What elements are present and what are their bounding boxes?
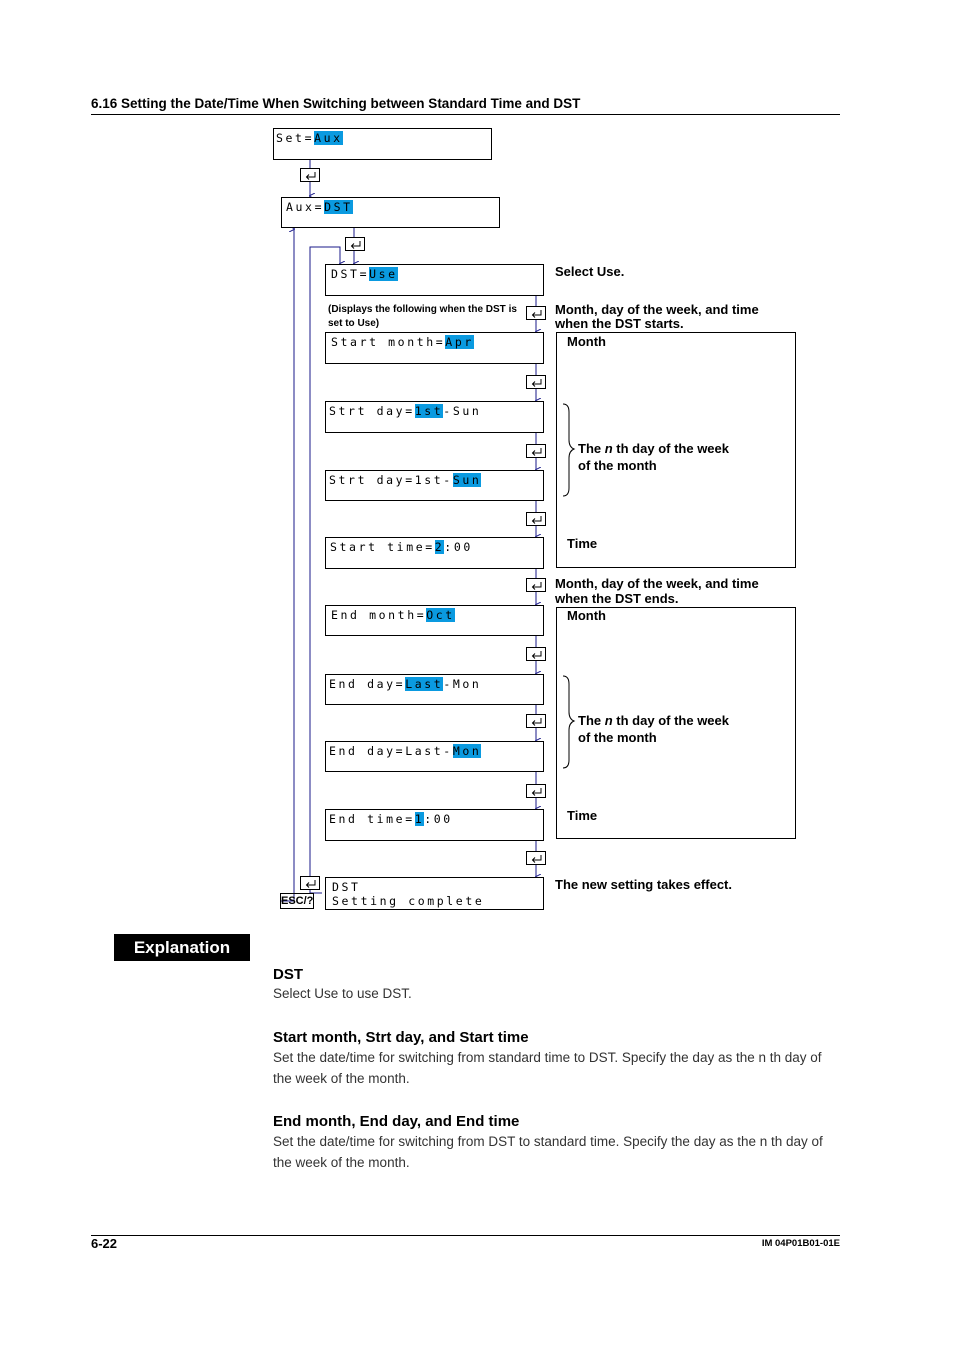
screen-end-day-1 xyxy=(325,674,544,705)
note-start-nth-day xyxy=(578,441,729,456)
displays-when-note: (Displays the following when the DST is set to Use) xyxy=(328,304,517,329)
note-end-nth-pre: The xyxy=(578,713,605,728)
screen-strt-day-1-prefix: Strt day= xyxy=(329,404,415,418)
screen-start-time xyxy=(325,537,544,569)
screen-end-month-prefix: End month= xyxy=(331,608,427,622)
note-select-use: Select Use. xyxy=(555,264,625,279)
enter-key-icon xyxy=(526,647,546,661)
note-end-nth-n: n xyxy=(604,713,613,728)
note-starts-heading-1: Month, day of the week, and time xyxy=(555,302,759,317)
enter-key-icon xyxy=(526,512,546,526)
note-start-month: Month xyxy=(567,334,606,349)
screen-start-time-prefix: Start time= xyxy=(330,540,435,554)
screen-end-month-value: Oct xyxy=(426,608,455,622)
page-number: 6-22 xyxy=(91,1236,118,1251)
note-end-time: Time xyxy=(567,808,598,823)
screen-complete-line2: Setting complete xyxy=(332,894,485,908)
screen-end-day-2-prefix: End day=Last- xyxy=(329,744,453,758)
end-heading: End month, End day, and End time xyxy=(273,1113,520,1130)
screen-dst xyxy=(325,264,544,296)
enter-key-icon xyxy=(526,578,546,592)
note-end-month: Month xyxy=(567,608,606,623)
screen-complete-line1: DST xyxy=(332,880,361,894)
dst-text: Select Use to use DST. xyxy=(273,986,412,1001)
screen-aux-value: DST xyxy=(324,200,353,214)
screen-start-month-value: Apr xyxy=(445,335,474,349)
note-ends-heading-2: when the DST ends. xyxy=(555,591,679,606)
doc-id: IM 04P01B01-01E xyxy=(761,1238,840,1249)
screen-strt-day-1-suffix: -Sun xyxy=(443,404,482,418)
screen-dst-value: Use xyxy=(369,267,398,281)
screen-end-day-1-prefix: End day= xyxy=(329,677,406,691)
screen-end-time-prefix: End time= xyxy=(329,812,415,826)
note-end-nth-day xyxy=(578,713,729,728)
screen-start-time-value: 2 xyxy=(434,540,445,554)
note-end-of-month: of the month xyxy=(578,730,657,745)
screen-aux-prefix: Aux= xyxy=(286,200,325,214)
screen-start-time-suffix: :00 xyxy=(444,540,473,554)
explanation-badge: Explanation xyxy=(114,934,250,961)
note-start-of-month: of the month xyxy=(578,458,657,473)
note-start-nth-post: th day of the week xyxy=(612,441,729,456)
end-text: Set the date/time for switching from DST to standard time. Specify the day as the n th day of the week of the month. xyxy=(273,1134,823,1170)
screen-end-day-1-suffix: -Mon xyxy=(443,677,482,691)
esc-key: ESC/? xyxy=(281,895,314,907)
section-title: 6.16 Setting the Date/Time When Switching between Standard Time and DST xyxy=(91,96,581,111)
screen-end-day-2 xyxy=(325,741,544,772)
screen-set-prefix: Set= xyxy=(276,131,315,145)
screen-aux xyxy=(281,197,500,228)
screen-end-day-2-value: Mon xyxy=(452,744,482,758)
note-start-nth-n: n xyxy=(604,441,613,456)
enter-key-icon xyxy=(526,306,546,320)
screen-end-time-value: 1 xyxy=(414,812,425,826)
screen-strt-day-2-value: Sun xyxy=(452,473,482,487)
screen-end-month xyxy=(325,605,544,636)
enter-key-icon xyxy=(300,168,320,182)
enter-key-icon xyxy=(526,714,546,728)
screen-end-time xyxy=(325,809,544,841)
footer-rule xyxy=(91,1235,840,1236)
enter-key-icon xyxy=(526,851,546,865)
screen-dst-prefix: DST= xyxy=(331,267,370,281)
screen-start-month xyxy=(325,332,544,364)
screen-strt-day-1 xyxy=(325,401,544,433)
note-start-time: Time xyxy=(567,536,598,551)
screen-end-time-suffix: :00 xyxy=(424,812,453,826)
dst-heading: DST xyxy=(273,966,303,983)
screen-set-value: Aux xyxy=(314,131,343,145)
start-text: Set the date/time for switching from standard time to DST. Specify the day as the n th day of the week of the month. xyxy=(273,1050,822,1086)
start-heading: Start month, Strt day, and Start time xyxy=(273,1029,529,1046)
note-starts-heading-2: when the DST starts. xyxy=(555,316,684,331)
screen-complete xyxy=(325,877,544,910)
enter-key-icon xyxy=(300,876,320,890)
enter-key-icon xyxy=(526,784,546,798)
screen-set xyxy=(273,128,492,160)
screen-end-day-1-value: Last xyxy=(405,677,444,691)
screen-strt-day-2 xyxy=(325,470,544,501)
screen-strt-day-1-value: 1st xyxy=(414,404,444,418)
note-new-setting: The new setting takes effect. xyxy=(555,877,732,892)
note-ends-heading-1: Month, day of the week, and time xyxy=(555,576,759,591)
note-end-nth-post: th day of the week xyxy=(612,713,729,728)
enter-key-icon xyxy=(526,375,546,389)
note-start-nth-pre: The xyxy=(578,441,605,456)
enter-key-icon xyxy=(345,237,365,251)
enter-key-icon xyxy=(526,444,546,458)
screen-start-month-prefix: Start month= xyxy=(331,335,446,349)
screen-strt-day-2-prefix: Strt day=1st- xyxy=(329,473,453,487)
